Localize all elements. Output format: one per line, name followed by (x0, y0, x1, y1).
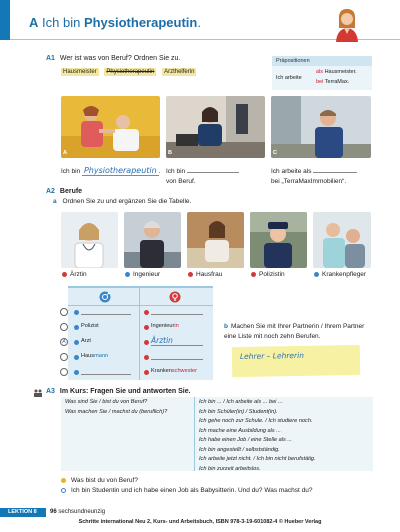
sentence-c-blank[interactable] (313, 172, 357, 173)
a2-number: A2 (46, 188, 55, 195)
question-1: Was sind Sie / bist du von Beruf? (65, 399, 148, 405)
a1-word-bank (61, 69, 196, 75)
photo-c-janitor (271, 96, 371, 158)
radio-circle[interactable] (60, 353, 68, 361)
answer-8: Ich bin zurzeit arbeitslos. (199, 465, 261, 472)
phrase-answers (199, 398, 316, 474)
sentence-a-answer: Physiotherapeutin (83, 166, 157, 175)
prep-bei: bei (316, 79, 324, 85)
cell-text: Ingenieur (151, 323, 175, 329)
prepositions-left: Ich arbeite (276, 75, 302, 81)
yellow-dot-icon (61, 478, 66, 483)
red-dot-icon (62, 272, 67, 277)
a3-title: Im Kurs: Fragen Sie und antworten Sie. (59, 388, 191, 395)
blue-ring-icon (61, 488, 66, 493)
phrase-questions (65, 398, 167, 417)
prep-line2-rest: TerraMax. (324, 79, 350, 85)
table-cell (81, 353, 108, 359)
cell-text: Polizist (81, 323, 99, 329)
word-hausmeister: Hausmeister (63, 69, 97, 75)
a2-sub-a-text: Ordnen Sie zu und ergänzen Sie die Tabelle. (62, 198, 192, 205)
profession-b-text: Ingenieur (133, 271, 161, 278)
footer-page-number: 96 (50, 509, 57, 515)
table-blank[interactable] (81, 368, 131, 375)
sentence-a-start: Ich bin (61, 168, 81, 175)
sentence-b (166, 167, 239, 187)
sentence-c-start: Ich arbeite als (271, 168, 312, 175)
a3-number: A3 (46, 388, 55, 395)
prepositions-line2 (316, 79, 349, 85)
a1-instruction: Wer ist was von Beruf? Ordnen Sie zu. (59, 55, 181, 62)
cell-ending: mann (94, 353, 109, 359)
a2-sub-b-letter: b (224, 323, 228, 330)
table-row (60, 308, 220, 318)
header-blue-edge (0, 0, 10, 40)
note-card-text: Lehrer – Lehrerin (239, 350, 304, 361)
a2-sub-b-text: Machen Sie mit Ihrer Partnerin / Ihrem Partner eine Liste mit noch zehn Berufen. (224, 323, 365, 340)
red-dot-icon (144, 355, 149, 360)
sentence-c (271, 167, 357, 187)
prep-als: als (316, 69, 324, 75)
radio-circle-checked[interactable] (60, 338, 68, 346)
table-cell (151, 368, 197, 374)
answer-2: Ich bin Schüler(in) / Student(in). (199, 408, 278, 415)
answer-6: Ich bin angestellt / selbstständig. (199, 446, 280, 453)
sentence-c-line2: bei „TerraMaxImmobilien“. (271, 178, 347, 185)
table-row (60, 338, 220, 348)
a2-sub-a-letter: a (53, 198, 57, 205)
cell-text: Kranken (151, 368, 172, 374)
profession-label-d (251, 271, 285, 278)
answer-3: Ich gehe noch zur Schule. / Ich studiere noch. (199, 418, 313, 424)
prepositions-line1 (316, 69, 357, 75)
red-dot-icon (251, 272, 256, 277)
radio-circle[interactable] (60, 308, 68, 316)
sentence-b-start: Ich bin (166, 168, 186, 175)
group-icon (33, 389, 43, 397)
page-title (29, 15, 201, 30)
red-dot-icon (144, 310, 149, 315)
dialog-line-1 (61, 477, 138, 484)
word-arzthelferin: Arzthelferin (164, 69, 195, 75)
dialog-2-text: Ich bin Studentin und ich habe einen Job als Babysitterin. Und du? Was machst du? (71, 487, 313, 494)
photo-police (250, 212, 307, 268)
male-icon (99, 291, 111, 303)
a2-heading (46, 188, 82, 195)
table-row (60, 323, 220, 333)
word-physiotherapeutin: Physiotherapeutin (106, 69, 155, 75)
table-cell (81, 323, 99, 329)
red-dot-icon (144, 370, 149, 375)
cell-text: Haus (81, 353, 95, 359)
photo-housewife (187, 212, 244, 268)
blue-dot-icon (74, 355, 79, 360)
photo-b-label: B (168, 150, 172, 156)
section-letter: A (29, 15, 39, 30)
footer-credit: Schritte international Neu 2, Kurs- und Arbeitsbuch, ISBN 978-3-19-601082-4 © Hueber Verlag (78, 519, 322, 525)
a2-sub-a (53, 198, 191, 205)
profession-label-e (314, 271, 366, 278)
note-card (232, 345, 361, 377)
cell-text: Arzt (81, 338, 91, 344)
profession-table (68, 286, 213, 380)
footer-page (50, 509, 105, 515)
footer-lektion-tab (0, 508, 46, 517)
dialog-1-text: Was bist du von Beruf? (71, 477, 138, 484)
photo-c-label: C (273, 150, 277, 156)
table-row (60, 353, 220, 363)
answer-5: Ich habe einen Job / eine Stelle als ... (199, 437, 292, 443)
photo-a-physiotherapist (61, 96, 160, 158)
footer-lektion-text: LEKTION 8 (8, 509, 37, 515)
photo-doctor (61, 212, 118, 268)
physiotherapist-avatar-image (332, 6, 362, 42)
title-bold: Physiotherapeutin (83, 15, 198, 30)
blue-dot-icon (74, 325, 79, 330)
table-cell (151, 323, 179, 329)
radio-circle[interactable] (60, 323, 68, 331)
blue-dot-icon (74, 340, 79, 345)
a1-number: A1 (46, 55, 55, 62)
table-divider (139, 288, 140, 380)
red-dot-icon (188, 272, 193, 277)
a2-sub-b (224, 322, 374, 342)
photo-nurse (313, 212, 371, 268)
blue-dot-icon (74, 370, 79, 375)
blue-dot-icon (74, 310, 79, 315)
question-2: Was machen Sie / machst du (beruflich)? (65, 408, 168, 415)
blue-dot-icon (125, 272, 130, 277)
phrase-box (61, 397, 373, 471)
profession-label-a (62, 271, 87, 278)
sentence-b-line2: von Beruf. (166, 178, 196, 185)
table-cell (81, 338, 91, 344)
a3-heading (46, 388, 191, 395)
table-blank[interactable] (151, 308, 203, 315)
red-dot-icon (144, 340, 149, 345)
profession-a-text: Ärztin (70, 271, 87, 278)
answer-7: Ich arbeite jetzt nicht. / Ich bin nicht berufstätig. (199, 456, 316, 462)
sentence-a-end: . (158, 168, 161, 175)
female-icon (169, 291, 181, 303)
photo-engineer (124, 212, 181, 268)
profession-c-text: Hausfrau (196, 271, 223, 278)
profession-label-c (188, 271, 222, 278)
radio-letter: A (62, 339, 66, 345)
red-dot-icon (144, 325, 149, 330)
sentence-b-blank[interactable] (187, 172, 239, 173)
sentence-a (61, 166, 161, 175)
a2-title: Berufe (59, 188, 83, 195)
photo-a-label: A (63, 150, 67, 156)
answer-4: Ich mache eine Ausbildung als ... (199, 427, 281, 434)
title-end: . (197, 15, 201, 30)
footer-page-word: sechsundneunzig (58, 509, 106, 515)
profession-e-text: Krankenpfleger (322, 271, 367, 278)
prep-line1-rest: Hausmeister. (324, 69, 357, 75)
table-blank[interactable] (81, 308, 131, 315)
blue-dot-icon (314, 272, 319, 277)
table-answer: Ärztin (151, 336, 203, 346)
radio-circle[interactable] (60, 368, 68, 376)
profession-d-text: Polizistin (259, 271, 285, 278)
prepositions-title: Präpositionen (272, 56, 372, 66)
dialog-line-2 (61, 487, 313, 494)
photo-b-receptionist (166, 96, 265, 158)
phrase-divider (194, 397, 195, 471)
table-blank[interactable] (151, 353, 203, 360)
cell-ending: in (174, 323, 179, 329)
answer-1: Ich bin ... / Ich arbeite als ... bei ... (199, 399, 283, 405)
cell-ending: schwester (171, 368, 198, 374)
a1-heading (46, 55, 180, 62)
table-header-rule (68, 305, 213, 306)
profession-label-b (125, 271, 160, 278)
table-row (60, 368, 220, 378)
title-plain: Ich bin (42, 15, 84, 30)
prepositions-box (272, 56, 372, 90)
